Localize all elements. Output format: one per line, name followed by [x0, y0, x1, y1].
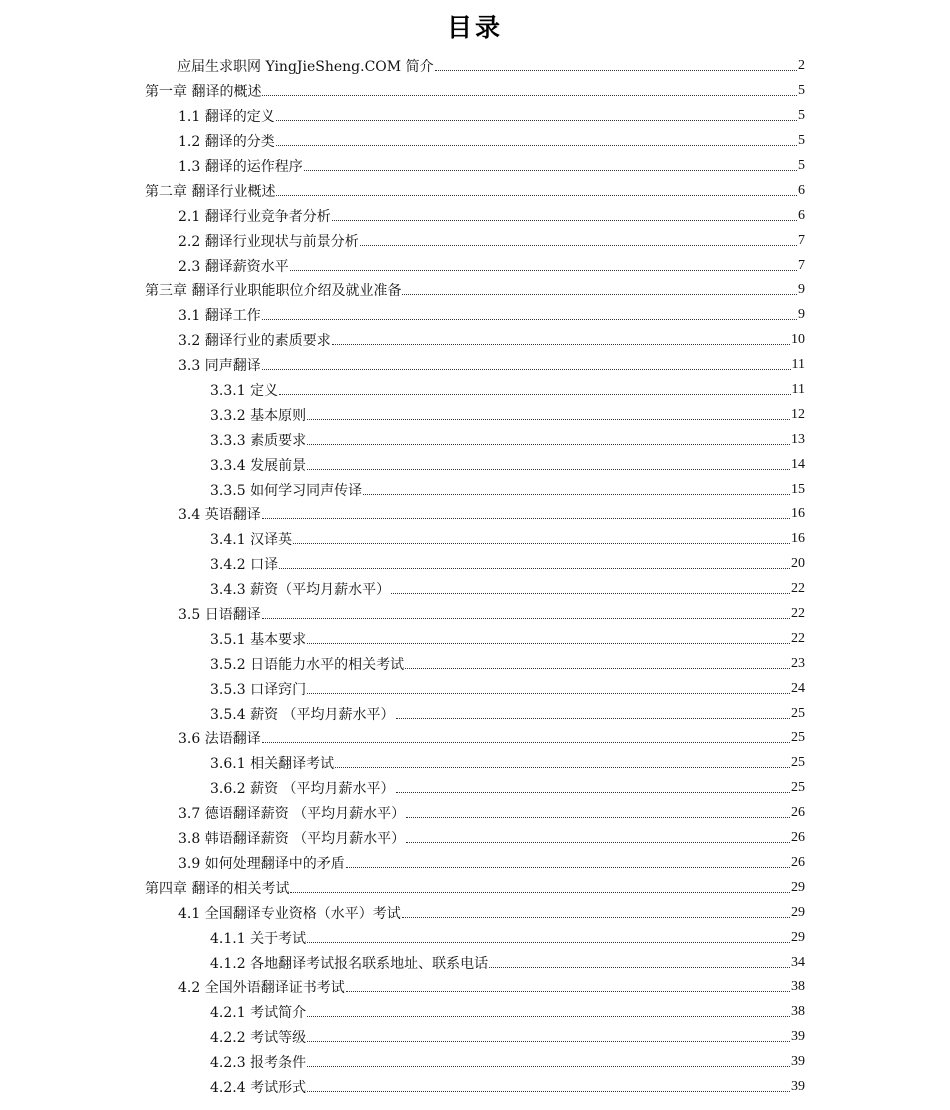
toc-entry-title: 4.1.2 各地翻译考试报名联系地址、联系电话	[210, 955, 489, 972]
toc-list	[0, 54, 950, 1099]
toc-entry-page-number: 11	[791, 357, 805, 373]
toc-entry-title: 3.4.3 薪资（平均月薪水平）	[210, 582, 391, 599]
toc-entry[interactable]	[0, 602, 805, 627]
toc-entry[interactable]	[0, 552, 805, 577]
toc-entry-page-number: 39	[791, 1029, 805, 1045]
toc-entry-page-number: 12	[791, 406, 805, 422]
toc-entry[interactable]	[0, 950, 805, 975]
toc-entry[interactable]	[0, 378, 805, 403]
toc-entry[interactable]	[0, 477, 805, 502]
toc-entry-title: 3.9 如何处理翻译中的矛盾	[178, 855, 345, 872]
toc-entry-page-number: 29	[791, 879, 805, 895]
dot-leader	[276, 144, 797, 146]
dot-leader	[290, 269, 797, 271]
toc-entry-page-number: 38	[791, 979, 805, 995]
toc-entry[interactable]	[0, 104, 805, 129]
dot-leader	[402, 293, 797, 295]
toc-entry[interactable]	[0, 776, 805, 801]
dot-leader	[332, 219, 797, 221]
toc-entry-title: 4.2.4 考试形式	[210, 1079, 307, 1096]
toc-entry-title: 4.2.3 报考条件	[210, 1055, 307, 1072]
toc-entry-page-number: 6	[798, 182, 805, 198]
toc-entry-page-number: 6	[798, 207, 805, 223]
toc-entry-page-number: 24	[791, 680, 805, 696]
dot-leader	[293, 542, 790, 544]
toc-entry[interactable]	[0, 228, 805, 253]
toc-entry-page-number: 9	[798, 307, 805, 323]
toc-entry-page-number: 2	[798, 58, 805, 74]
toc-entry-page-number: 26	[791, 805, 805, 821]
toc-entry-title: 3.2 翻译行业的素质要求	[178, 333, 331, 350]
toc-entry[interactable]	[0, 1000, 805, 1025]
toc-entry[interactable]	[0, 427, 805, 452]
toc-entry-title: 3.6.2 薪资 （平均月薪水平）	[210, 781, 395, 798]
toc-entry-title: 1.2 翻译的分类	[178, 134, 275, 151]
toc-entry[interactable]	[0, 1050, 805, 1075]
toc-entry-page-number: 25	[791, 755, 805, 771]
toc-entry-title: 3.6.1 相关翻译考试	[210, 756, 335, 773]
toc-entry-title: 3.5.3 口译窍门	[210, 681, 307, 698]
toc-entry[interactable]	[0, 253, 805, 278]
toc-entry[interactable]	[0, 154, 805, 179]
toc-entry[interactable]	[0, 278, 805, 303]
toc-entry-page-number: 22	[791, 630, 805, 646]
dot-leader	[279, 567, 790, 569]
toc-entry-title: 3.3.5 如何学习同声传译	[210, 482, 363, 499]
toc-entry-title: 3.3.4 发展前景	[210, 457, 307, 474]
dot-leader	[307, 642, 790, 644]
toc-entry[interactable]	[0, 826, 805, 851]
toc-entry-title: 3.5.2 日语能力水平的相关考试	[210, 656, 405, 673]
toc-entry[interactable]	[0, 676, 805, 701]
dot-leader	[304, 169, 797, 171]
toc-entry-title: 3.5.4 薪资 （平均月薪水平）	[210, 706, 395, 723]
dot-leader	[290, 891, 790, 893]
toc-entry-title: 第二章 翻译行业概述	[145, 183, 276, 200]
dot-leader	[307, 1015, 790, 1017]
toc-entry-page-number: 16	[791, 531, 805, 547]
toc-entry[interactable]	[0, 975, 805, 1000]
dot-leader	[307, 468, 790, 470]
toc-entry[interactable]	[0, 527, 805, 552]
toc-entry-title: 3.4.1 汉译英	[210, 532, 293, 549]
toc-entry-page-number: 7	[798, 257, 805, 273]
toc-entry-title: 应届生求职网 YingJieSheng.COM 简介	[177, 59, 434, 76]
toc-entry-title: 3.3.1 定义	[210, 383, 279, 400]
toc-entry[interactable]	[0, 402, 805, 427]
toc-entry-title: 3.7 德语翻译薪资 （平均月薪水平）	[178, 806, 406, 823]
toc-entry-title: 3.4.2 口译	[210, 557, 279, 574]
dot-leader	[307, 1090, 790, 1092]
toc-entry[interactable]	[0, 502, 805, 527]
toc-entry[interactable]	[0, 452, 805, 477]
toc-entry-page-number: 11	[791, 382, 805, 398]
dot-leader	[435, 69, 797, 71]
toc-entry[interactable]	[0, 54, 805, 79]
toc-entry-title: 2.2 翻译行业现状与前景分析	[178, 233, 359, 250]
toc-entry[interactable]	[0, 651, 805, 676]
toc-entry-page-number: 23	[791, 655, 805, 671]
dot-leader	[406, 816, 790, 818]
dot-leader	[346, 990, 790, 992]
toc-entry[interactable]	[0, 353, 805, 378]
dot-leader	[262, 517, 790, 519]
dot-leader	[489, 966, 790, 968]
toc-entry[interactable]	[0, 751, 805, 776]
toc-entry-page-number: 25	[791, 705, 805, 721]
toc-entry[interactable]	[0, 726, 805, 751]
dot-leader	[262, 318, 797, 320]
dot-leader	[332, 343, 790, 345]
toc-entry-page-number: 5	[798, 83, 805, 99]
toc-entry[interactable]	[0, 178, 805, 203]
toc-entry-title: 3.5 日语翻译	[178, 607, 261, 624]
dot-leader	[402, 916, 790, 918]
dot-leader	[396, 791, 790, 793]
toc-entry-title: 4.2.1 考试简介	[210, 1005, 307, 1022]
toc-entry[interactable]	[0, 875, 805, 900]
toc-entry-page-number: 39	[791, 1054, 805, 1070]
dot-leader	[391, 592, 790, 594]
dot-leader	[307, 1040, 790, 1042]
toc-entry[interactable]	[0, 1075, 805, 1100]
toc-entry-page-number: 29	[791, 904, 805, 920]
dot-leader	[276, 119, 797, 121]
dot-leader	[279, 393, 790, 395]
toc-entry[interactable]	[0, 328, 805, 353]
dot-leader	[307, 692, 790, 694]
toc-entry-page-number: 34	[791, 954, 805, 970]
toc-entry-title: 2.3 翻译薪资水平	[178, 258, 289, 275]
toc-entry-page-number: 29	[791, 929, 805, 945]
dot-leader	[307, 941, 790, 943]
toc-entry-page-number: 9	[798, 282, 805, 298]
toc-entry[interactable]	[0, 701, 805, 726]
toc-entry-title: 4.2.2 考试等级	[210, 1030, 307, 1047]
dot-leader	[406, 841, 790, 843]
toc-entry-title: 3.5.1 基本要求	[210, 631, 307, 648]
toc-entry-title: 3.3.3 素质要求	[210, 432, 307, 449]
toc-entry-page-number: 5	[798, 158, 805, 173]
toc-entry-page-number: 22	[791, 606, 805, 622]
toc-entry-title: 第三章 翻译行业职能职位介绍及就业准备	[145, 283, 402, 300]
dot-leader	[360, 244, 797, 246]
toc-entry-page-number: 26	[791, 854, 805, 870]
toc-entry-page-number: 16	[791, 506, 805, 522]
toc-entry-page-number: 38	[791, 1004, 805, 1020]
toc-entry[interactable]	[0, 203, 805, 228]
toc-entry-title: 1.3 翻译的运作程序	[178, 159, 303, 175]
toc-entry-page-number: 20	[791, 556, 805, 572]
toc-entry-title: 1.1 翻译的定义	[178, 109, 275, 126]
toc-entry-title: 4.1 全国翻译专业资格（水平）考试	[178, 905, 401, 922]
dot-leader	[262, 368, 791, 370]
dot-leader	[405, 667, 790, 669]
toc-entry-page-number: 25	[791, 730, 805, 746]
toc-entry[interactable]	[0, 851, 805, 876]
toc-entry-page-number: 39	[791, 1078, 805, 1094]
toc-entry[interactable]	[0, 900, 805, 925]
toc-entry-title: 3.1 翻译工作	[178, 308, 261, 325]
dot-leader	[335, 766, 790, 768]
toc-entry[interactable]	[0, 626, 805, 651]
dot-leader	[363, 493, 790, 495]
dot-leader	[276, 194, 797, 196]
toc-entry-page-number: 13	[791, 431, 805, 447]
toc-entry-title: 2.1 翻译行业竞争者分析	[178, 208, 331, 225]
dot-leader	[262, 617, 790, 619]
dot-leader	[307, 418, 790, 420]
toc-entry-page-number: 7	[798, 232, 805, 248]
toc-entry-page-number: 5	[798, 108, 805, 124]
toc-entry-title: 4.1.1 关于考试	[210, 930, 307, 947]
toc-entry-page-number: 25	[791, 780, 805, 796]
dot-leader	[262, 94, 797, 96]
toc-entry-page-number: 14	[791, 456, 805, 472]
toc-entry-page-number: 22	[791, 581, 805, 597]
toc-entry[interactable]	[0, 577, 805, 602]
toc-entry-title: 第四章 翻译的相关考试	[145, 880, 290, 897]
toc-entry-title: 4.2 全国外语翻译证书考试	[178, 980, 345, 997]
toc-entry[interactable]	[0, 303, 805, 328]
toc-entry-title: 3.8 韩语翻译薪资 （平均月薪水平）	[178, 831, 406, 848]
toc-entry-title: 3.3 同声翻译	[178, 358, 261, 375]
toc-title: 目录	[446, 13, 503, 42]
toc-entry-page-number: 26	[791, 830, 805, 846]
dot-leader	[346, 866, 790, 868]
toc-entry-title: 3.3.2 基本原则	[210, 407, 307, 424]
dot-leader	[307, 1065, 790, 1067]
dot-leader	[396, 717, 790, 719]
toc-entry-title: 3.6 法语翻译	[178, 731, 261, 748]
toc-entry-title: 第一章 翻译的概述	[145, 84, 262, 101]
dot-leader	[262, 741, 790, 743]
toc-entry-page-number: 10	[791, 332, 805, 348]
toc-entry-page-number: 5	[798, 133, 805, 149]
toc-entry[interactable]	[0, 1025, 805, 1050]
dot-leader	[307, 443, 790, 445]
toc-entry-page-number: 15	[791, 481, 805, 497]
toc-entry[interactable]	[0, 129, 805, 154]
toc-entry-title: 3.4 英语翻译	[178, 507, 261, 524]
toc-entry[interactable]	[0, 801, 805, 826]
toc-entry[interactable]	[0, 79, 805, 104]
toc-entry[interactable]	[0, 925, 805, 950]
